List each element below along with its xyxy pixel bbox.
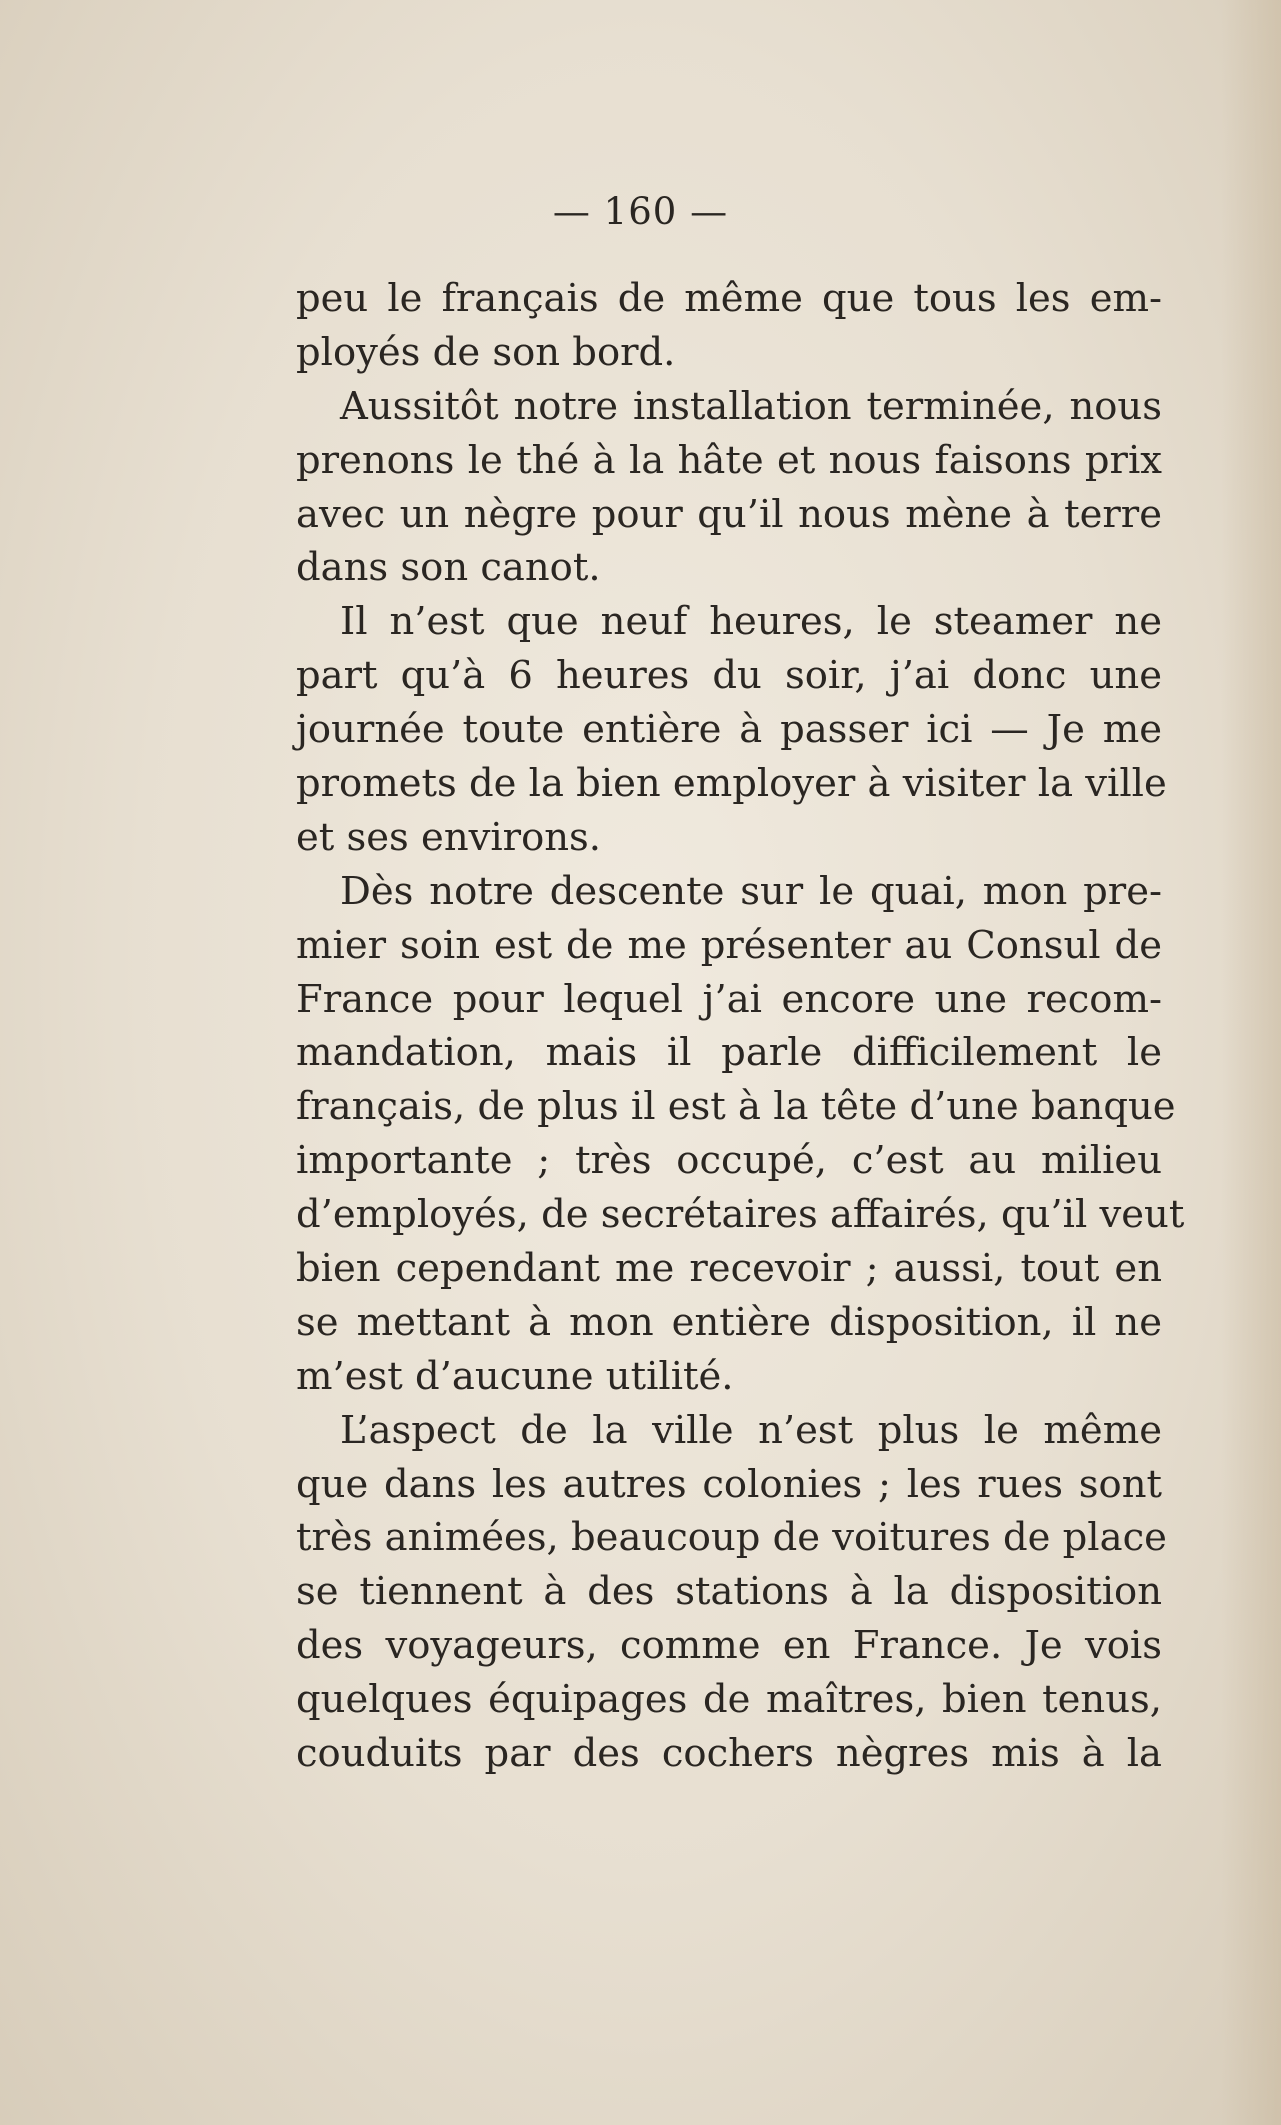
page-number: — 160 — — [552, 190, 729, 233]
text-line: des voyageurs, comme en France. Je vois — [296, 1623, 1162, 1669]
text-line: peu le français de même que tous les em- — [296, 276, 1162, 321]
text-line: journée toute entière à passer ici — Je me — [296, 707, 1162, 753]
text-line: importante ; très occupé, c’est au milieu — [296, 1138, 1162, 1184]
text-line: quelques équipages de maîtres, bien tenus, — [296, 1677, 1162, 1723]
text-line: couduits par des cochers nègres mis à la — [296, 1731, 1162, 1777]
text-line: promets de la bien employer à visiter la ville — [296, 761, 1167, 807]
text-line: se mettant à mon entière disposition, il ne — [296, 1299, 1162, 1345]
text-line: France pour lequel j’ai encore une recom- — [296, 976, 1162, 1022]
text-line: mandation, mais il parle difficilement le — [296, 1030, 1162, 1076]
text-line: et ses environs. — [296, 814, 602, 860]
text-line: L’aspect de la ville n’est plus le même — [340, 1407, 1162, 1453]
text-line: d’employés, de secrétaires affairés, qu’il veut — [296, 1192, 1185, 1238]
text-line: part qu’à 6 heures du soir, j’ai donc une — [296, 653, 1162, 699]
text-line: m’est d’aucune utilité. — [296, 1353, 734, 1399]
body-text — [296, 272, 1185, 1781]
text-line: prenons le thé à la hâte et nous faisons prix — [296, 437, 1162, 483]
text-line: dans son canot. — [296, 545, 601, 591]
text-line: très animées, beaucoup de voitures de place — [296, 1515, 1167, 1561]
text-line: bien cependant me recevoir ; aussi, tout en — [296, 1246, 1162, 1292]
page-edge-shadow — [1221, 0, 1281, 2125]
text-line: mier soin est de me présenter au Consul de — [296, 922, 1162, 968]
text-line: que dans les autres colonies ; les rues sont — [296, 1461, 1162, 1507]
text-line: se tiennent à des stations à la disposition — [296, 1569, 1162, 1615]
text-line: ployés de son bord. — [296, 329, 676, 375]
text-line: français, de plus il est à la tête d’une banque — [296, 1084, 1176, 1130]
text-line: Dès notre descente sur le quai, mon pre- — [340, 868, 1162, 914]
text-line: Aussitôt notre installation terminée, nous — [340, 383, 1162, 429]
text-line: Il n’est que neuf heures, le steamer ne — [340, 599, 1162, 645]
text-line: avec un nègre pour qu’il nous mène à terre — [296, 491, 1162, 537]
